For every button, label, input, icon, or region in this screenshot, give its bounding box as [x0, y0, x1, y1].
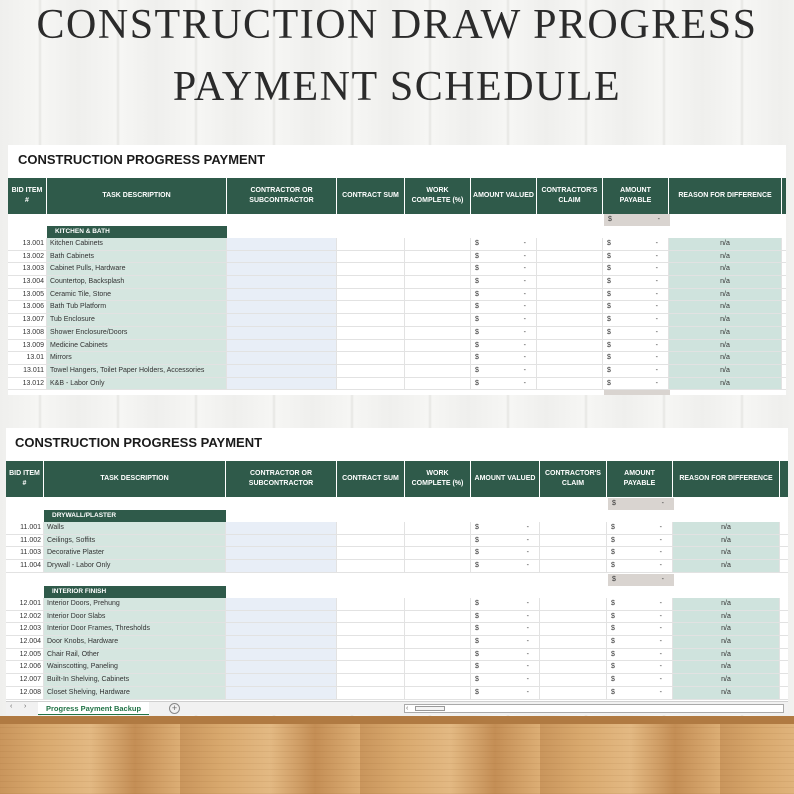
grid-body-2 — [6, 586, 788, 700]
contractor-cell[interactable] — [226, 560, 337, 572]
reason-cell[interactable]: n/a — [669, 327, 782, 339]
contract-sum-cell[interactable] — [337, 611, 405, 623]
amount-payable-cell[interactable]: $ - — [603, 263, 669, 275]
claim-cell[interactable] — [540, 535, 607, 547]
contract-sum-cell[interactable] — [337, 535, 405, 547]
contractor-cell[interactable] — [226, 687, 337, 699]
amount-valued-cell[interactable]: $ - — [471, 598, 540, 610]
bid-cell[interactable]: 12.003 — [6, 623, 44, 635]
amount-payable-cell[interactable]: $ - — [603, 378, 669, 390]
bid-cell[interactable]: 11.004 — [6, 560, 44, 572]
amount-valued-cell[interactable]: $ - — [471, 340, 537, 352]
work-complete-cell[interactable] — [405, 327, 471, 339]
contractor-cell[interactable] — [227, 327, 337, 339]
table-row — [8, 276, 786, 289]
task-cell[interactable]: Ceramic Tile, Stone — [47, 289, 227, 301]
column-header-payable: AMOUNT PAYABLE — [607, 461, 673, 497]
amount-valued-cell[interactable]: $ - — [471, 623, 540, 635]
table-row — [6, 636, 788, 649]
work-complete-cell[interactable] — [405, 238, 471, 250]
contractor-cell[interactable] — [227, 352, 337, 364]
amount-valued-cell[interactable]: $ - — [471, 547, 540, 559]
contract-sum-cell[interactable] — [337, 276, 405, 288]
claim-cell[interactable] — [540, 522, 607, 534]
section-header: DRYWALL/PLASTER — [6, 510, 788, 522]
work-complete-cell[interactable] — [405, 535, 471, 547]
task-cell[interactable]: Shower Enclosure/Doors — [47, 327, 227, 339]
amount-payable-cell[interactable]: $ - — [607, 535, 673, 547]
reason-cell[interactable]: n/a — [669, 276, 782, 288]
contractor-cell[interactable] — [227, 238, 337, 250]
work-complete-cell[interactable] — [405, 560, 471, 572]
column-header-work-complete: WORK COMPLETE (%) — [405, 461, 471, 497]
claim-cell[interactable] — [537, 327, 603, 339]
contractor-cell[interactable] — [227, 340, 337, 352]
work-complete-cell[interactable] — [405, 522, 471, 534]
work-complete-cell[interactable] — [405, 674, 471, 686]
task-cell[interactable]: Decorative Plaster — [44, 547, 226, 559]
task-cell[interactable]: Medicine Cabinets — [47, 340, 227, 352]
task-cell[interactable]: Bath Tub Platform — [47, 301, 227, 313]
claim-cell[interactable] — [540, 560, 607, 572]
amount-payable-cell[interactable]: $ - — [603, 365, 669, 377]
amount-payable-cell[interactable]: $ - — [607, 636, 673, 648]
bid-cell[interactable]: 12.006 — [6, 661, 44, 673]
work-complete-cell[interactable] — [405, 251, 471, 263]
contract-sum-cell[interactable] — [337, 636, 405, 648]
amount-valued-cell[interactable]: $ - — [471, 378, 537, 390]
work-complete-cell[interactable] — [405, 263, 471, 275]
amount-valued-cell[interactable]: $ - — [471, 365, 537, 377]
claim-cell[interactable] — [537, 276, 603, 288]
contractor-cell[interactable] — [226, 661, 337, 673]
work-complete-cell[interactable] — [405, 365, 471, 377]
page-title-line1: CONSTRUCTION DRAW PROGRESS — [36, 2, 758, 48]
grid-body — [8, 226, 786, 390]
amount-valued-cell[interactable]: $ - — [471, 649, 540, 661]
amount-payable-cell[interactable]: $ - — [607, 547, 673, 559]
task-cell[interactable]: Interior Door Slabs — [44, 611, 226, 623]
rows-container — [6, 598, 788, 700]
work-complete-cell[interactable] — [405, 289, 471, 301]
amount-valued-cell[interactable]: $ - — [471, 661, 540, 673]
contract-sum-cell[interactable] — [337, 623, 405, 635]
amount-payable-cell[interactable]: $ - — [607, 649, 673, 661]
work-complete-cell[interactable] — [405, 352, 471, 364]
work-complete-cell[interactable] — [405, 378, 471, 390]
sheet-title: CONSTRUCTION PROGRESS PAYMENT — [15, 435, 263, 450]
claim-cell[interactable] — [537, 365, 603, 377]
table-row — [6, 661, 788, 674]
table-row — [8, 263, 786, 276]
bid-cell[interactable]: 12.001 — [6, 598, 44, 610]
column-header-contract-sum: CONTRACT SUM — [337, 178, 405, 214]
task-cell[interactable]: Drywall - Labor Only — [44, 560, 226, 572]
contractor-cell[interactable] — [227, 378, 337, 390]
reason-cell[interactable]: n/a — [669, 238, 782, 250]
task-cell[interactable]: Interior Doors, Prehung — [44, 598, 226, 610]
table-row — [6, 522, 788, 535]
column-header-reason: REASON FOR DIFFERENCE — [669, 178, 782, 214]
bid-cell[interactable]: 13.005 — [8, 289, 47, 301]
work-complete-cell[interactable] — [405, 611, 471, 623]
task-cell[interactable]: Bath Cabinets — [47, 251, 227, 263]
bid-cell[interactable]: 12.002 — [6, 611, 44, 623]
amount-payable-cell[interactable]: $ - — [607, 661, 673, 673]
work-complete-cell[interactable] — [405, 623, 471, 635]
task-cell[interactable]: Built-In Shelving, Cabinets — [44, 674, 226, 686]
work-complete-cell[interactable] — [405, 649, 471, 661]
column-header-work-complete: WORK COMPLETE (%) — [405, 178, 471, 214]
contractor-cell[interactable] — [227, 301, 337, 313]
sheet-title: CONSTRUCTION PROGRESS PAYMENT — [18, 152, 266, 167]
contractor-cell[interactable] — [226, 598, 337, 610]
contractor-cell[interactable] — [226, 636, 337, 648]
contract-sum-cell[interactable] — [337, 547, 405, 559]
contractor-cell[interactable] — [226, 547, 337, 559]
amount-payable-cell[interactable]: $ - — [607, 623, 673, 635]
contract-sum-cell[interactable] — [337, 598, 405, 610]
contract-sum-cell[interactable] — [337, 263, 405, 275]
table-row — [8, 378, 786, 391]
claim-cell[interactable] — [540, 674, 607, 686]
amount-valued-cell[interactable]: $ - — [471, 301, 537, 313]
reason-cell[interactable]: n/a — [673, 636, 780, 648]
contractor-cell[interactable] — [226, 623, 337, 635]
reason-cell[interactable]: n/a — [673, 560, 780, 572]
table-row — [8, 314, 786, 327]
bid-cell[interactable]: 12.007 — [6, 674, 44, 686]
horizontal-scrollbar[interactable] — [404, 704, 784, 713]
claim-cell[interactable] — [540, 687, 607, 699]
claim-cell[interactable] — [537, 352, 603, 364]
task-cell[interactable]: Walls — [44, 522, 226, 534]
bid-cell[interactable]: 11.002 — [6, 535, 44, 547]
work-complete-cell[interactable] — [405, 276, 471, 288]
reason-cell[interactable]: n/a — [669, 352, 782, 364]
claim-cell[interactable] — [540, 623, 607, 635]
column-header-claim: CONTRACTOR'S CLAIM — [540, 461, 607, 497]
column-header-contractor: CONTRACTOR OR SUBCONTRACTOR — [227, 178, 337, 214]
claim-cell[interactable] — [540, 547, 607, 559]
task-cell[interactable]: Chair Rail, Other — [44, 649, 226, 661]
contract-sum-cell[interactable] — [337, 327, 405, 339]
contractor-cell[interactable] — [227, 251, 337, 263]
claim-cell[interactable] — [537, 378, 603, 390]
reason-cell[interactable]: n/a — [669, 365, 782, 377]
amount-payable-cell[interactable]: $ - — [607, 560, 673, 572]
contractor-cell[interactable] — [227, 263, 337, 275]
amount-valued-cell[interactable]: $ - — [471, 687, 540, 699]
amount-payable-cell[interactable]: $ - — [603, 276, 669, 288]
bid-cell[interactable]: 13.008 — [8, 327, 47, 339]
table-row — [6, 674, 788, 687]
table-row — [8, 238, 786, 251]
table-row — [8, 327, 786, 340]
subtotal-payable: $ - — [608, 574, 674, 586]
bid-cell[interactable]: 11.003 — [6, 547, 44, 559]
task-cell[interactable]: Ceilings, Soffits — [44, 535, 226, 547]
amount-payable-cell[interactable]: $ - — [603, 301, 669, 313]
table-row — [8, 352, 786, 365]
table-row — [6, 623, 788, 636]
table-row — [6, 649, 788, 662]
bid-cell[interactable]: 13.012 — [8, 378, 47, 390]
contract-sum-cell[interactable] — [337, 251, 405, 263]
amount-valued-cell[interactable]: $ - — [471, 611, 540, 623]
amount-payable-cell[interactable]: $ - — [603, 238, 669, 250]
amount-valued-cell[interactable]: $ - — [471, 522, 540, 534]
task-cell[interactable]: Mirrors — [47, 352, 227, 364]
wood-table-background — [0, 716, 794, 794]
claim-cell[interactable] — [540, 661, 607, 673]
bid-cell[interactable]: 13.003 — [8, 263, 47, 275]
contract-sum-cell[interactable] — [337, 674, 405, 686]
contractor-cell[interactable] — [226, 674, 337, 686]
contract-sum-cell[interactable] — [337, 238, 405, 250]
bid-cell[interactable]: 13.007 — [8, 314, 47, 326]
bid-cell[interactable]: 13.01 — [8, 352, 47, 364]
bid-cell[interactable]: 13.001 — [8, 238, 47, 250]
task-cell[interactable]: Closet Shelving, Hardware — [44, 687, 226, 699]
task-cell[interactable]: Towel Hangers, Toilet Paper Holders, Accessories — [47, 365, 227, 377]
reason-cell[interactable]: n/a — [669, 378, 782, 390]
task-cell[interactable]: K&B - Labor Only — [47, 378, 227, 390]
work-complete-cell[interactable] — [405, 661, 471, 673]
rows-container — [6, 522, 788, 573]
bid-cell[interactable]: 12.008 — [6, 687, 44, 699]
table-row — [8, 301, 786, 314]
scrollbar-thumb[interactable] — [415, 706, 445, 711]
sheet-tab-progress-payment-backup[interactable]: Progress Payment Backup — [38, 702, 149, 715]
reason-cell[interactable]: n/a — [673, 661, 780, 673]
contractor-cell[interactable] — [226, 522, 337, 534]
page-title-line2: PAYMENT SCHEDULE — [172, 64, 622, 110]
work-complete-cell[interactable] — [405, 598, 471, 610]
amount-payable-cell[interactable]: $ - — [607, 611, 673, 623]
amount-payable-cell[interactable]: $ - — [607, 674, 673, 686]
contract-sum-cell[interactable] — [337, 649, 405, 661]
table-row — [8, 251, 786, 264]
claim-cell[interactable] — [540, 611, 607, 623]
task-cell[interactable]: Wainscotting, Paneling — [44, 661, 226, 673]
table-row — [8, 340, 786, 353]
contract-sum-cell[interactable] — [337, 378, 405, 390]
reason-cell[interactable]: n/a — [669, 314, 782, 326]
spreadsheet-kitchen-bath — [8, 145, 786, 395]
column-header-bid: BID ITEM # — [8, 178, 47, 214]
amount-payable-cell[interactable]: $ - — [603, 314, 669, 326]
claim-cell[interactable] — [540, 598, 607, 610]
column-header-task: TASK DESCRIPTION — [47, 178, 227, 214]
amount-payable-cell[interactable]: $ - — [607, 598, 673, 610]
claim-cell[interactable] — [537, 263, 603, 275]
claim-cell[interactable] — [537, 314, 603, 326]
add-sheet-icon[interactable]: + — [169, 703, 180, 714]
contract-sum-cell[interactable] — [337, 365, 405, 377]
task-cell[interactable]: Interior Door Frames, Thresholds — [44, 623, 226, 635]
bid-cell[interactable]: 12.004 — [6, 636, 44, 648]
reason-cell[interactable]: n/a — [669, 251, 782, 263]
task-cell[interactable]: Kitchen Cabinets — [47, 238, 227, 250]
reason-cell[interactable]: n/a — [669, 289, 782, 301]
amount-payable-cell[interactable]: $ - — [603, 327, 669, 339]
claim-cell[interactable] — [540, 636, 607, 648]
task-cell[interactable]: Door Knobs, Hardware — [44, 636, 226, 648]
bid-cell[interactable]: 12.005 — [6, 649, 44, 661]
claim-cell[interactable] — [537, 251, 603, 263]
sheet-tab-bar — [6, 701, 788, 715]
bid-cell[interactable]: 13.006 — [8, 301, 47, 313]
bid-cell[interactable]: 13.011 — [8, 365, 47, 377]
contract-sum-cell[interactable] — [337, 314, 405, 326]
bid-cell[interactable]: 13.009 — [8, 340, 47, 352]
claim-cell[interactable] — [537, 238, 603, 250]
amount-valued-cell[interactable]: $ - — [471, 276, 537, 288]
contract-sum-cell[interactable] — [337, 289, 405, 301]
contractor-cell[interactable] — [227, 365, 337, 377]
amount-valued-cell[interactable]: $ - — [471, 327, 537, 339]
contractor-cell[interactable] — [226, 649, 337, 661]
contractor-cell[interactable] — [227, 314, 337, 326]
column-header-claim: CONTRACTOR'S CLAIM — [537, 178, 603, 214]
total-payable-top: $ - — [608, 498, 674, 510]
work-complete-cell[interactable] — [405, 547, 471, 559]
reason-cell[interactable]: n/a — [673, 598, 780, 610]
amount-valued-cell[interactable]: $ - — [471, 560, 540, 572]
table-row — [6, 547, 788, 560]
table-row — [6, 687, 788, 700]
scroll-right-icon[interactable]: › — [24, 703, 27, 710]
work-complete-cell[interactable] — [405, 340, 471, 352]
reason-cell[interactable]: n/a — [669, 340, 782, 352]
table-header — [6, 461, 788, 497]
amount-valued-cell[interactable]: $ - — [471, 674, 540, 686]
table-row — [6, 535, 788, 548]
table-row — [6, 611, 788, 624]
contractor-cell[interactable] — [227, 276, 337, 288]
reason-cell[interactable]: n/a — [673, 623, 780, 635]
reason-cell[interactable]: n/a — [673, 547, 780, 559]
column-header-contractor: CONTRACTOR OR SUBCONTRACTOR — [226, 461, 337, 497]
bid-cell[interactable]: 13.002 — [8, 251, 47, 263]
section-header: INTERIOR FINISH — [6, 586, 788, 598]
reason-cell[interactable]: n/a — [673, 522, 780, 534]
contract-sum-cell[interactable] — [337, 661, 405, 673]
work-complete-cell[interactable] — [405, 301, 471, 313]
contract-sum-cell[interactable] — [337, 352, 405, 364]
column-header-task: TASK DESCRIPTION — [44, 461, 226, 497]
table-row — [8, 289, 786, 302]
reason-cell[interactable]: n/a — [669, 301, 782, 313]
amount-payable-cell[interactable]: $ - — [607, 687, 673, 699]
grid-body-1 — [6, 510, 788, 573]
bid-cell[interactable]: 11.001 — [6, 522, 44, 534]
table-row — [6, 598, 788, 611]
bid-cell[interactable]: 13.004 — [8, 276, 47, 288]
reason-cell[interactable]: n/a — [673, 674, 780, 686]
column-header-amount-valued: AMOUNT VALUED — [471, 461, 540, 497]
total-payable-top: $ - — [604, 214, 670, 226]
work-complete-cell[interactable] — [405, 687, 471, 699]
scroll-left-icon[interactable]: ‹ — [10, 703, 13, 710]
contractor-cell[interactable] — [226, 611, 337, 623]
reason-cell[interactable]: n/a — [673, 649, 780, 661]
contract-sum-cell[interactable] — [337, 687, 405, 699]
reason-cell[interactable]: n/a — [669, 263, 782, 275]
task-cell[interactable]: Tub Enclosure — [47, 314, 227, 326]
claim-cell[interactable] — [537, 340, 603, 352]
task-cell[interactable]: Cabinet Pulls, Hardware — [47, 263, 227, 275]
task-cell[interactable]: Countertop, Backsplash — [47, 276, 227, 288]
contract-sum-cell[interactable] — [337, 522, 405, 534]
work-complete-cell[interactable] — [405, 314, 471, 326]
amount-valued-cell[interactable]: $ - — [471, 263, 537, 275]
contract-sum-cell[interactable] — [337, 301, 405, 313]
spreadsheet-drywall-interior — [6, 428, 788, 715]
work-complete-cell[interactable] — [405, 636, 471, 648]
section-header: KITCHEN & BATH — [8, 226, 786, 238]
amount-valued-cell[interactable]: $ - — [471, 251, 537, 263]
column-header-bid: BID ITEM # — [6, 461, 44, 497]
claim-cell[interactable] — [540, 649, 607, 661]
reason-cell[interactable]: n/a — [673, 687, 780, 699]
reason-cell[interactable]: n/a — [673, 611, 780, 623]
contractor-cell[interactable] — [227, 289, 337, 301]
amount-payable-cell[interactable]: $ - — [603, 251, 669, 263]
claim-cell[interactable] — [537, 301, 603, 313]
total-payable-bottom — [604, 390, 670, 395]
amount-payable-cell[interactable]: $ - — [603, 289, 669, 301]
amount-payable-cell[interactable]: $ - — [603, 340, 669, 352]
table-row — [6, 560, 788, 573]
amount-valued-cell[interactable]: $ - — [471, 289, 537, 301]
amount-valued-cell[interactable]: $ - — [471, 314, 537, 326]
column-header-contract-sum: CONTRACT SUM — [337, 461, 405, 497]
column-header-reason: REASON FOR DIFFERENCE — [673, 461, 780, 497]
scroll-left-arrow-icon[interactable]: ‹ — [406, 705, 409, 712]
amount-payable-cell[interactable]: $ - — [603, 352, 669, 364]
amount-valued-cell[interactable]: $ - — [471, 352, 537, 364]
rows-container — [8, 238, 786, 390]
amount-valued-cell[interactable]: $ - — [471, 636, 540, 648]
contract-sum-cell[interactable] — [337, 340, 405, 352]
column-header-amount-valued: AMOUNT VALUED — [471, 178, 537, 214]
contractor-cell[interactable] — [226, 535, 337, 547]
contract-sum-cell[interactable] — [337, 560, 405, 572]
table-row — [8, 365, 786, 378]
amount-payable-cell[interactable]: $ - — [607, 522, 673, 534]
reason-cell[interactable]: n/a — [673, 535, 780, 547]
column-header-payable: AMOUNT PAYABLE — [603, 178, 669, 214]
amount-valued-cell[interactable]: $ - — [471, 238, 537, 250]
claim-cell[interactable] — [537, 289, 603, 301]
amount-valued-cell[interactable]: $ - — [471, 535, 540, 547]
table-header — [8, 178, 786, 214]
